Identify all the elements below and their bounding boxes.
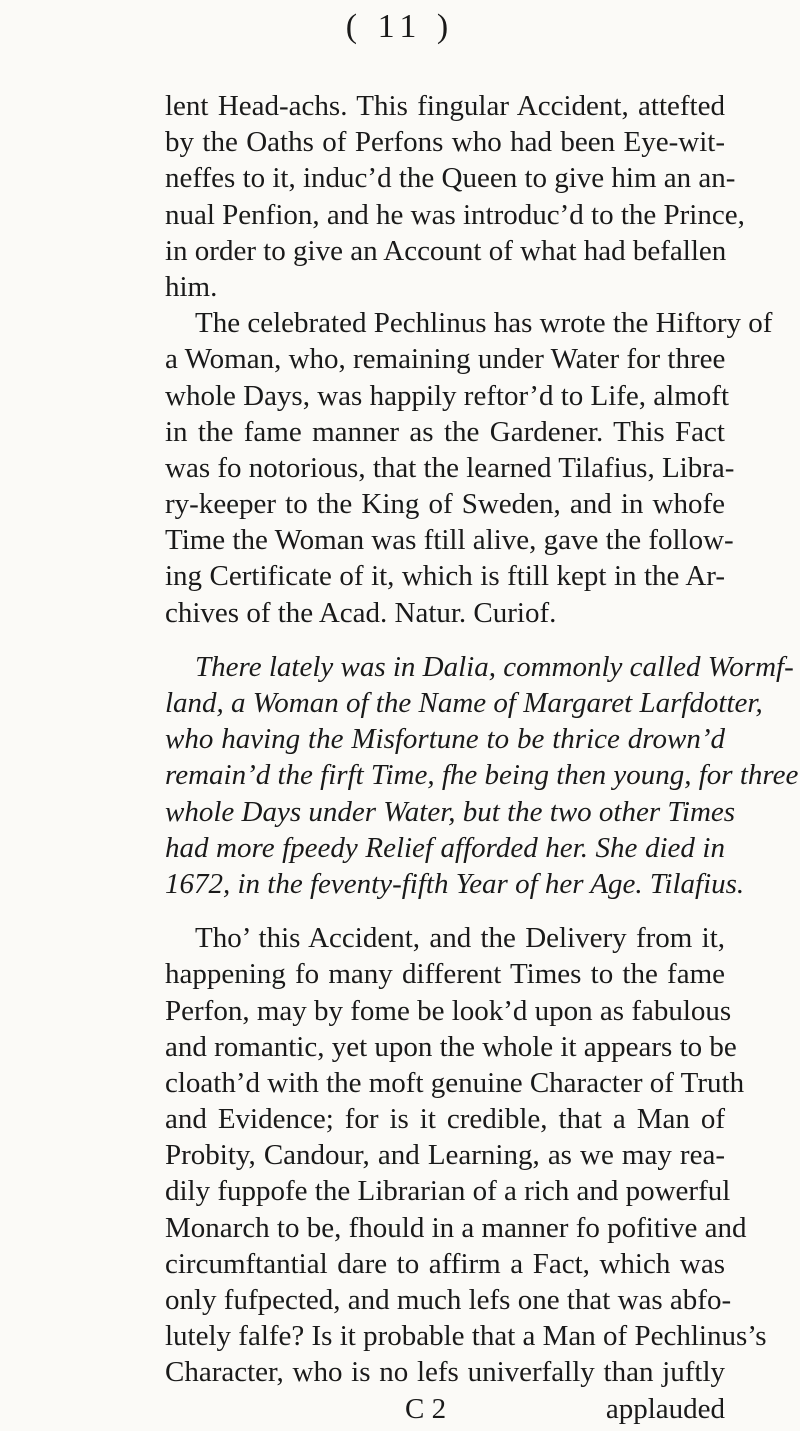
text-line: dily fuppofe the Librarian of a rich and powerful: [165, 1175, 731, 1208]
text-line: land, a Woman of the Name of Margaret Larfdotter,: [165, 687, 763, 719]
page-footer: [165, 1391, 725, 1427]
text-line: There lately was in Dalia, commonly called Wormf-: [195, 650, 794, 683]
text-line: lutely falfe? Is it probable that a Man of Pechlinus’s: [165, 1320, 767, 1353]
text-line: Perfon, may by fome be look’d upon as fabulous: [165, 994, 732, 1027]
body-text: [165, 88, 799, 1427]
text-line: was fo notorious, that the learned Tilafius, Libra-: [165, 451, 735, 484]
catchword: applauded: [605, 1392, 725, 1425]
text-line: Time the Woman was ftill alive, gave the follow-: [165, 524, 734, 557]
paragraph: [165, 88, 745, 305]
text-line: and Evidence; for is it credible, that a Man of: [165, 1103, 725, 1136]
text-line: cloath’d with the moft genuine Character of Truth: [165, 1066, 745, 1099]
paragraph: [165, 920, 767, 1390]
text-line: chives of the Acad. Natur. Curiof.: [165, 596, 557, 629]
text-line: The celebrated Pechlinus has wrote the Hiftory of: [195, 307, 773, 340]
text-line: Probity, Candour, and Learning, as we may rea-: [165, 1139, 725, 1172]
text-line: 1672, in the feventy-fifth Year of her Age. Tilafius.: [165, 867, 745, 900]
text-line: Monarch to be, fhould in a manner fo pofitive and: [165, 1211, 747, 1244]
text-line: and romantic, yet upon the whole it appears to be: [165, 1030, 737, 1063]
text-line: a Woman, who, remaining under Water for three: [165, 343, 726, 376]
paragraph-gap: [165, 631, 725, 649]
text-line: whole Days, was happily reftor’d to Life, almoft: [165, 379, 729, 412]
text-line: happening fo many different Times to the fame: [165, 958, 725, 991]
text-line: remain’d the firft Time, fhe being then young, for three: [165, 759, 799, 792]
text-line: nual Penfion, and he was introduc’d to the Prince,: [165, 198, 745, 231]
text-line: by the Oaths of Perfons who had been Eye-wit-: [165, 126, 725, 159]
text-line: ing Certificate of it, which is ftill kept in the Ar-: [165, 560, 725, 593]
page-number: ( 11 ): [345, 8, 455, 45]
text-line: had more fpeedy Relief afforded her. She died in: [165, 831, 725, 864]
text-line: Character, who is no lefs univerfally than juftly: [165, 1356, 725, 1389]
text-line: ry-keeper to the King of Sweden, and in whofe: [165, 488, 725, 521]
text-line: who having the Misfortune to be thrice drown’d: [165, 723, 725, 756]
paragraph-gap: [165, 902, 725, 920]
text-line: in order to give an Account of what had befallen: [165, 234, 727, 267]
paragraph: [165, 305, 773, 631]
text-line: lent Head-achs. This fingular Accident, attefted: [165, 90, 725, 122]
text-line: Tho’ this Accident, and the Delivery from it,: [195, 922, 725, 955]
text-line: in the fame manner as the Gardener. This Fact: [165, 415, 725, 448]
signature-mark: C 2: [405, 1392, 447, 1425]
text-line: him.: [165, 270, 218, 303]
text-line: whole Days under Water, but the two other Times: [165, 795, 736, 828]
text-line: circumftantial dare to affirm a Fact, which was: [165, 1247, 725, 1280]
text-line: neffes to it, induc’d the Queen to give him an an-: [165, 162, 736, 195]
paragraph: [165, 649, 799, 902]
text-line: only fufpected, and much lefs one that was abfo-: [165, 1284, 732, 1316]
